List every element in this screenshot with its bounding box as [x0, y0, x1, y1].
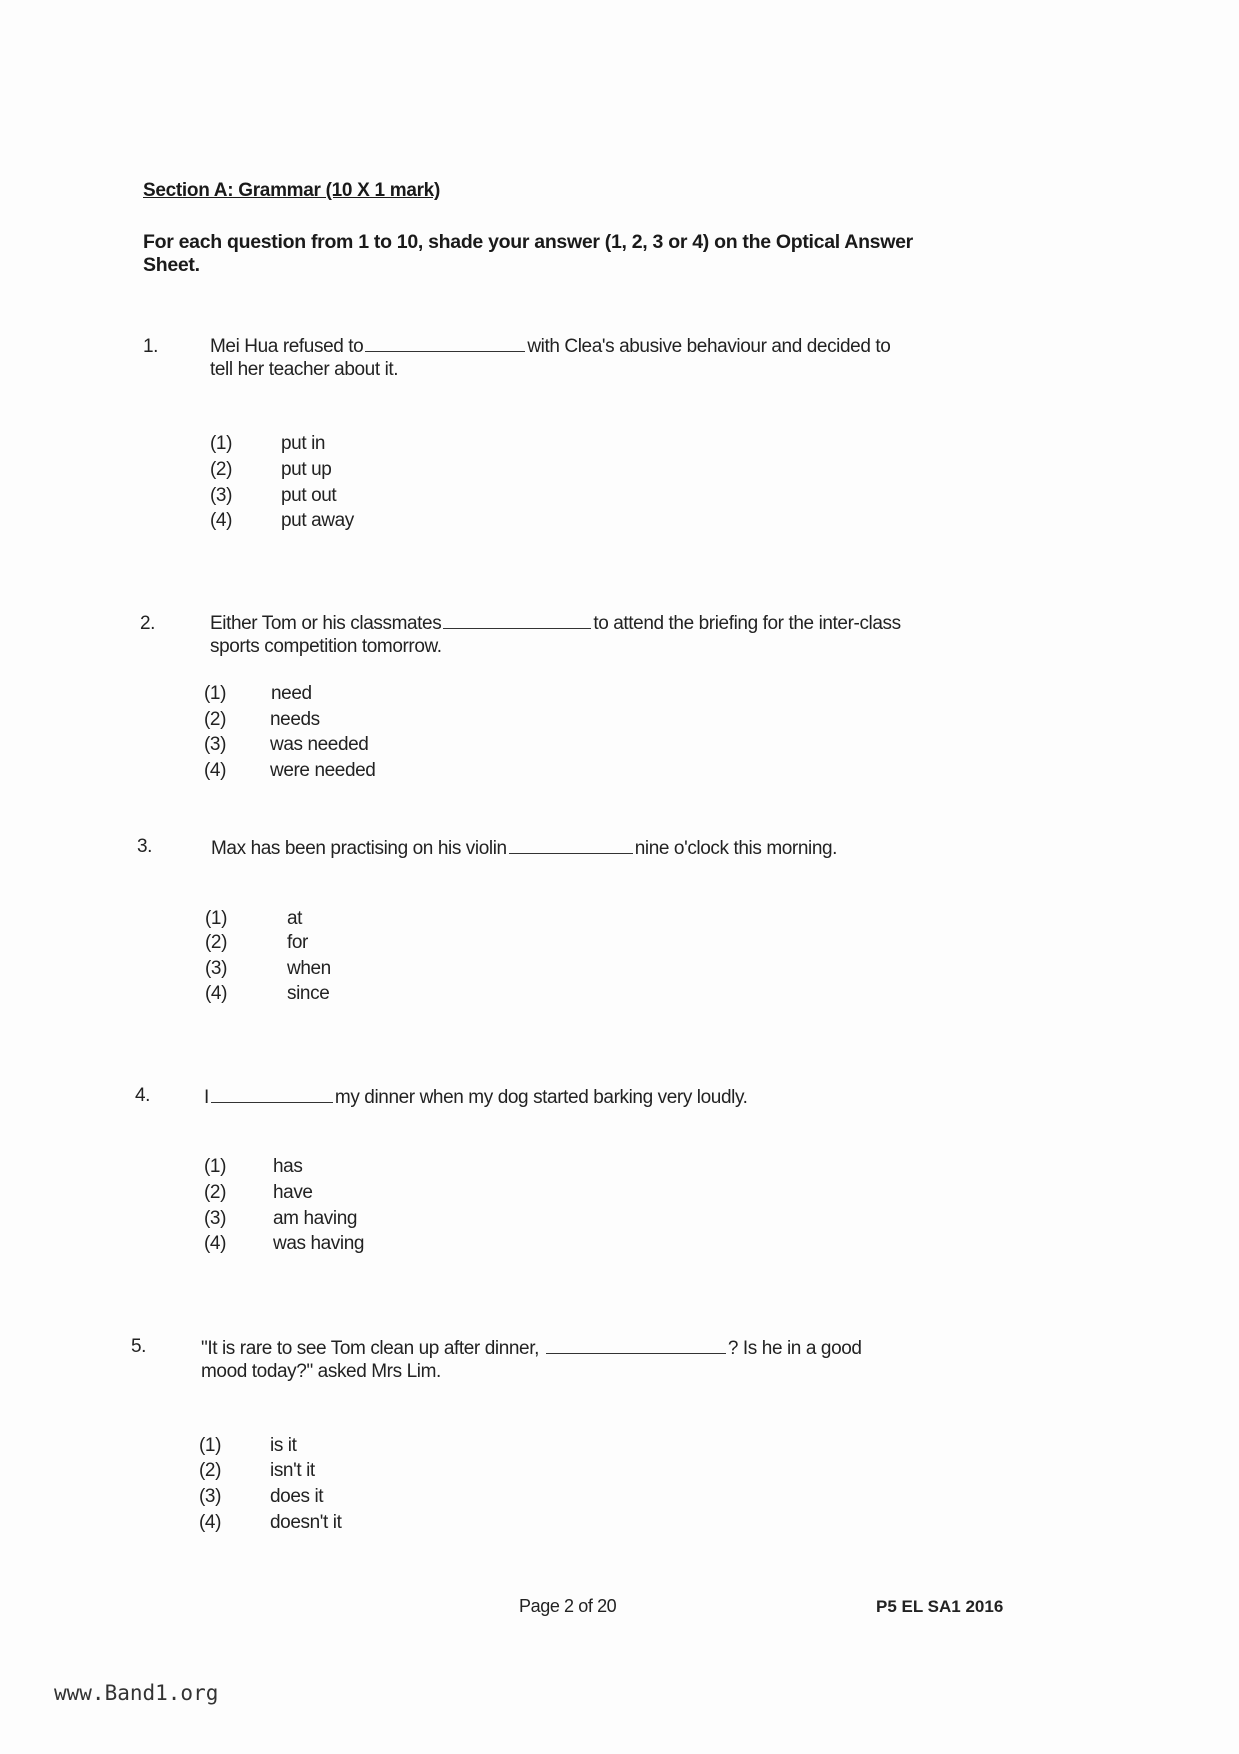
stem-after: with Clea's abusive behaviour and decided to	[527, 336, 891, 357]
stem-before: Max has been practising on his violin	[211, 838, 507, 859]
option-text: need	[271, 683, 312, 704]
option-label: (3)	[210, 485, 233, 506]
question-number: 2.	[140, 613, 156, 634]
option-text: when	[287, 958, 331, 979]
option-text: doesn't it	[270, 1512, 342, 1533]
paper-code: P5 EL SA1 2016	[876, 1597, 1004, 1616]
question-number: 3.	[137, 836, 153, 857]
page-number: Page 2 of 20	[519, 1596, 617, 1616]
option-label: (4)	[205, 983, 228, 1004]
stem-line-2: tell her teacher about it.	[210, 359, 399, 380]
question-stem	[210, 613, 901, 635]
answer-blank	[211, 1088, 333, 1103]
option-label: (1)	[204, 683, 227, 704]
stem-after: to attend the briefing for the inter-class	[593, 613, 901, 634]
question-stem	[211, 838, 837, 860]
option-text: have	[273, 1182, 313, 1203]
option-label: (2)	[204, 709, 227, 730]
option-text: since	[287, 983, 330, 1004]
option-text: does it	[270, 1486, 324, 1507]
option-label: (1)	[205, 908, 228, 929]
stem-before: "It is rare to see Tom clean up after dinner,	[201, 1338, 539, 1359]
stem-after: ? Is he in a good	[727, 1338, 862, 1359]
stem-line-2: mood today?" asked Mrs Lim.	[201, 1361, 441, 1382]
answer-blank	[509, 839, 633, 854]
option-text: at	[287, 908, 303, 929]
option-text: has	[273, 1156, 303, 1177]
option-label: (2)	[205, 932, 228, 953]
option-text: put out	[281, 485, 337, 506]
answer-blank	[443, 614, 591, 629]
instruction-line-1: For each question from 1 to 10, shade your answer (1, 2, 3 or 4) on the Optical Answer	[143, 231, 913, 253]
question-number: 5.	[131, 1336, 147, 1357]
question-number: 1.	[143, 336, 159, 357]
option-text: were needed	[270, 760, 376, 781]
stem-after: my dinner when my dog started barking very loudly.	[334, 1087, 748, 1108]
option-text: was needed	[270, 734, 369, 755]
stem-after: nine o'clock this morning.	[634, 838, 838, 859]
option-label: (3)	[204, 1208, 227, 1229]
option-text: was having	[273, 1233, 365, 1254]
option-label: (3)	[205, 958, 228, 979]
option-label: (2)	[204, 1182, 227, 1203]
option-text: is it	[270, 1435, 297, 1456]
option-label: (4)	[204, 1233, 227, 1254]
question-stem	[201, 1338, 862, 1360]
stem-before: I	[204, 1087, 209, 1108]
option-text: needs	[270, 709, 320, 730]
option-label: (4)	[210, 510, 233, 531]
option-label: (3)	[204, 734, 227, 755]
question-stem	[204, 1087, 748, 1109]
stem-before: Mei Hua refused to	[210, 336, 364, 357]
option-label: (4)	[204, 760, 227, 781]
answer-blank	[365, 337, 525, 352]
watermark: www.Band1.org	[54, 1681, 219, 1705]
option-label: (2)	[199, 1460, 222, 1481]
option-text: am having	[273, 1208, 358, 1229]
option-text: put up	[281, 459, 332, 480]
stem-line-2: sports competition tomorrow.	[210, 636, 442, 657]
option-text: for	[287, 932, 308, 953]
question-number: 4.	[135, 1085, 151, 1106]
question-stem	[210, 336, 890, 358]
option-label: (3)	[199, 1486, 222, 1507]
stem-before: Either Tom or his classmates	[210, 613, 442, 634]
option-label: (4)	[199, 1512, 222, 1533]
option-text: put away	[281, 510, 354, 531]
option-label: (1)	[204, 1156, 227, 1177]
section-heading: Section A: Grammar (10 X 1 mark)	[143, 180, 440, 201]
instruction-line-2: Sheet.	[143, 254, 200, 276]
option-text: put in	[281, 433, 326, 454]
option-label: (1)	[199, 1435, 222, 1456]
answer-blank	[546, 1339, 726, 1354]
option-text: isn't it	[270, 1460, 315, 1481]
option-label: (1)	[210, 433, 233, 454]
option-label: (2)	[210, 459, 233, 480]
